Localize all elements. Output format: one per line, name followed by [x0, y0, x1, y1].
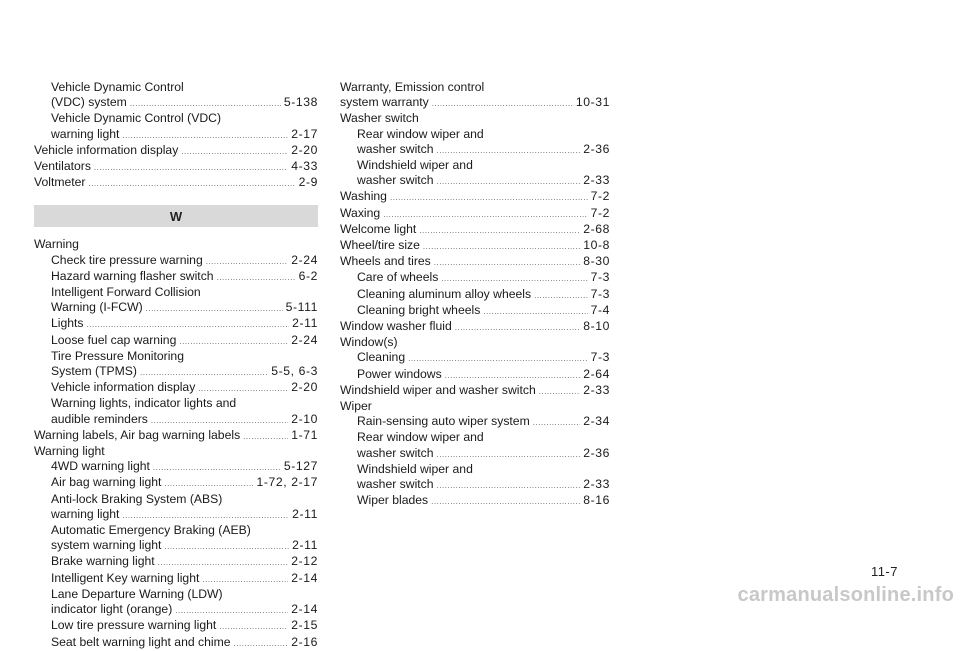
entry-page-ref: 5-5, 6-3	[271, 364, 318, 379]
index-entry	[34, 538, 318, 554]
dot-leader	[179, 334, 288, 349]
entry-page-ref: 2-17	[291, 126, 318, 141]
index-entry	[340, 127, 610, 142]
entry-text: system warning light	[51, 538, 162, 553]
entry-text: Cleaning	[357, 350, 406, 365]
index-entry	[340, 80, 610, 95]
entry-page-ref: 2-33	[583, 382, 610, 397]
entry-page-ref: 4-33	[291, 159, 318, 174]
entry-text: Warning	[34, 237, 79, 252]
index-entry	[340, 270, 610, 286]
dot-leader	[383, 207, 587, 222]
index-entry	[34, 475, 318, 491]
index-entry	[340, 319, 610, 335]
dot-leader	[164, 476, 253, 491]
index-entry	[34, 412, 318, 428]
entry-page-ref: 2-11	[292, 538, 318, 553]
index-entry	[34, 269, 318, 285]
entry-text: Rear window wiper and	[357, 430, 484, 445]
index-entry	[34, 587, 318, 602]
dot-leader	[408, 351, 587, 366]
entry-text: Windshield wiper and washer switch	[340, 382, 536, 397]
entry-text: Vehicle Dynamic Control	[51, 80, 184, 94]
index-entry	[34, 159, 318, 175]
entry-text: Window washer fluid	[340, 319, 452, 334]
entry-page-ref: 2-33	[583, 477, 610, 492]
dot-leader	[151, 413, 288, 428]
dot-leader	[94, 160, 288, 175]
entry-page-ref: 10-31	[575, 95, 610, 110]
entry-page-ref: 5-138	[283, 95, 318, 110]
entry-text: Vehicle Dynamic Control (VDC)	[51, 111, 221, 126]
entry-text: Intelligent Key warning light	[51, 570, 200, 585]
entry-text: warning light	[51, 126, 120, 141]
entry-text: washer switch	[357, 445, 434, 460]
entry-text: Washing	[340, 189, 387, 204]
entry-text: Welcome light	[340, 221, 417, 236]
dot-leader	[243, 429, 288, 444]
entry-text: Wiper blades	[357, 493, 429, 508]
index-entry	[34, 396, 318, 411]
index-entry	[340, 254, 610, 270]
watermark: carmanualsonline.info	[737, 584, 954, 606]
index-entry	[34, 364, 318, 380]
entry-page-ref: 2-11	[292, 316, 318, 331]
entry-text: Check tire pressure warning	[51, 252, 203, 267]
entry-text: Low tire pressure warning light	[51, 618, 217, 633]
dot-leader	[198, 381, 288, 396]
index-entry	[34, 253, 318, 269]
dot-leader	[158, 555, 289, 570]
index-entry	[34, 492, 318, 507]
index-entry	[34, 285, 318, 300]
index-entry	[340, 430, 610, 445]
dot-leader	[441, 271, 587, 286]
entry-text: warning light	[51, 506, 120, 521]
entry-page-ref: 1-71	[291, 427, 318, 442]
dot-leader	[164, 539, 289, 554]
entry-text: indicator light (orange)	[51, 602, 173, 617]
dot-leader	[206, 254, 288, 269]
entry-page-ref: 2-36	[583, 445, 610, 460]
entry-page-ref: 2-24	[291, 332, 318, 347]
entry-page-ref: 2-20	[291, 142, 318, 157]
index-entry	[34, 300, 318, 316]
entry-text: Warning light	[34, 444, 105, 459]
entry-page-ref: 7-3	[590, 270, 610, 285]
entry-page-ref: 2-36	[583, 141, 610, 156]
entry-text: Washer switch	[340, 111, 419, 126]
entry-page-ref: 2-12	[291, 554, 318, 569]
entry-page-ref: 7-4	[590, 302, 610, 317]
entry-text: Rain-sensing auto wiper system	[357, 414, 530, 429]
dot-leader	[432, 96, 573, 111]
index-entry	[340, 287, 610, 303]
entry-text: Windshield wiper and	[357, 158, 473, 173]
entry-text: Automatic Emergency Braking (AEB)	[51, 523, 251, 538]
dot-leader	[539, 384, 580, 399]
entry-text: system warranty	[340, 95, 429, 110]
dot-leader	[87, 317, 290, 332]
index-entry	[340, 446, 610, 462]
index-entry	[34, 175, 318, 191]
index-entry	[340, 303, 610, 319]
section-header: W	[34, 205, 318, 227]
entry-text: Warning (I-FCW)	[51, 300, 143, 315]
entry-text: Waxing	[340, 205, 381, 220]
entry-page-ref: 2-15	[291, 618, 318, 633]
entry-text: washer switch	[357, 141, 434, 156]
index-entry	[340, 206, 610, 222]
entry-text: Anti-lock Braking System (ABS)	[51, 491, 223, 506]
entry-page-ref: 8-30	[583, 254, 610, 269]
index-entry	[34, 333, 318, 349]
entry-text: washer switch	[357, 173, 434, 188]
index-entry	[340, 158, 610, 173]
entry-page-ref: 2-9	[298, 175, 318, 190]
dot-leader	[437, 447, 581, 462]
index-entry	[340, 111, 610, 126]
entry-text: Wheel/tire size	[340, 238, 420, 253]
index-entry	[34, 237, 318, 252]
index-entry	[34, 444, 318, 459]
entry-page-ref: 7-2	[590, 205, 610, 220]
dot-leader	[122, 128, 288, 143]
index-entry	[34, 380, 318, 396]
index-entry	[34, 618, 318, 634]
entry-text: Hazard warning flasher switch	[51, 268, 214, 283]
index-entry	[34, 523, 318, 538]
dot-leader	[423, 239, 580, 254]
index-entry	[340, 383, 610, 399]
entry-text: Lane Departure Warning (LDW)	[51, 586, 223, 601]
index-entry	[340, 414, 610, 430]
dot-leader	[437, 143, 581, 158]
entry-text: 4WD warning light	[51, 459, 150, 474]
dot-leader	[419, 223, 580, 238]
index-entry	[34, 127, 318, 143]
dot-leader	[217, 270, 296, 285]
dot-leader	[146, 301, 283, 316]
dot-leader	[130, 96, 281, 111]
index-entry	[340, 493, 610, 509]
index-entry	[340, 222, 610, 238]
entry-page-ref: 5-111	[285, 300, 318, 315]
dot-leader	[122, 508, 289, 523]
index-entry	[340, 335, 610, 350]
dot-leader	[202, 572, 288, 587]
dot-leader	[181, 144, 288, 159]
index-entry	[340, 189, 610, 205]
entry-page-ref: 2-16	[291, 634, 318, 649]
entry-text: Ventilators	[34, 159, 91, 174]
entry-text: Care of wheels	[357, 270, 439, 285]
index-entry	[340, 350, 610, 366]
entry-text: Cleaning aluminum alloy wheels	[357, 286, 532, 301]
index-column-right	[340, 80, 610, 509]
entry-text: Rear window wiper and	[357, 126, 484, 141]
entry-page-ref: 6-2	[298, 268, 318, 283]
dot-leader	[431, 494, 580, 509]
entry-text: Cleaning bright wheels	[357, 302, 481, 317]
entry-text: Wheels and tires	[340, 254, 431, 269]
entry-page-ref: 2-10	[291, 411, 318, 426]
index-entry	[340, 142, 610, 158]
dot-leader	[437, 174, 581, 189]
entry-text: Warning labels, Air bag warning labels	[34, 427, 241, 442]
entry-text: Wiper	[340, 399, 372, 414]
dot-leader	[153, 460, 281, 475]
entry-page-ref: 2-34	[583, 414, 610, 429]
dot-leader	[455, 320, 580, 335]
entry-text: Intelligent Forward Collision	[51, 285, 201, 300]
entry-page-ref: 2-68	[583, 221, 610, 236]
entry-page-ref: 2-20	[291, 380, 318, 395]
index-entry	[340, 462, 610, 477]
dot-leader	[437, 478, 581, 493]
dot-leader	[390, 190, 588, 205]
page-number: 11-7	[870, 564, 898, 579]
entry-page-ref: 7-3	[590, 350, 610, 365]
index-entry	[34, 143, 318, 159]
entry-page-ref: 2-14	[291, 570, 318, 585]
entry-text: Windshield wiper and	[357, 461, 473, 476]
entry-text: washer switch	[357, 477, 434, 492]
index-entry	[340, 95, 610, 111]
entry-text: audible reminders	[51, 411, 148, 426]
index-entry	[34, 316, 318, 332]
dot-leader	[140, 365, 268, 380]
entry-text: Window(s)	[340, 335, 398, 350]
entry-text: Seat belt warning light and chime	[51, 634, 231, 649]
index-entry	[34, 635, 318, 651]
entry-page-ref: 7-2	[590, 189, 610, 204]
entry-text: Vehicle information display	[51, 380, 196, 395]
index-entry	[34, 80, 318, 95]
entry-text: Loose fuel cap warning	[51, 332, 177, 347]
index-entry	[34, 602, 318, 618]
entry-page-ref: 1-72, 2-17	[256, 475, 318, 490]
entry-text: Power windows	[357, 366, 442, 381]
dot-leader	[533, 415, 580, 430]
entry-text: (VDC) system	[51, 95, 127, 110]
entry-text: Tire Pressure Monitoring	[51, 348, 184, 363]
entry-page-ref: 2-14	[291, 602, 318, 617]
entry-page-ref: 8-10	[583, 319, 610, 334]
index-entry	[34, 507, 318, 523]
entry-text: Warning lights, indicator lights and	[51, 396, 237, 411]
index-entry	[34, 349, 318, 364]
entry-page-ref: 2-64	[583, 366, 610, 381]
entry-page-ref: 2-11	[292, 506, 318, 521]
entry-text: Vehicle information display	[34, 142, 179, 157]
dot-leader	[88, 176, 295, 191]
entry-page-ref: 2-33	[583, 173, 610, 188]
index-entry	[34, 428, 318, 444]
index-entry	[34, 571, 318, 587]
index-entry	[340, 477, 610, 493]
entry-text: Warranty, Emission control	[340, 80, 485, 94]
entry-page-ref: 10-8	[583, 238, 610, 253]
index-entry	[34, 95, 318, 111]
entry-text: System (TPMS)	[51, 364, 137, 379]
entry-text: Voltmeter	[34, 175, 86, 190]
entry-page-ref: 5-127	[283, 459, 318, 474]
entry-text: Air bag warning light	[51, 475, 162, 490]
dot-leader	[534, 288, 587, 303]
entry-page-ref: 2-24	[291, 252, 318, 267]
index-column-left	[34, 80, 318, 651]
dot-leader	[219, 619, 288, 634]
dot-leader	[445, 368, 581, 383]
entry-page-ref: 8-16	[583, 493, 610, 508]
index-entry	[34, 459, 318, 475]
index-entry	[340, 399, 610, 414]
index-entry	[340, 367, 610, 383]
dot-leader	[483, 304, 587, 319]
entry-text: Lights	[51, 316, 84, 331]
entry-text: Brake warning light	[51, 554, 155, 569]
index-entry	[340, 173, 610, 189]
index-entry	[34, 554, 318, 570]
index-entry	[34, 111, 318, 126]
dot-leader	[234, 636, 289, 651]
index-entry	[340, 238, 610, 254]
entry-page-ref: 7-3	[590, 286, 610, 301]
dot-leader	[434, 255, 580, 270]
